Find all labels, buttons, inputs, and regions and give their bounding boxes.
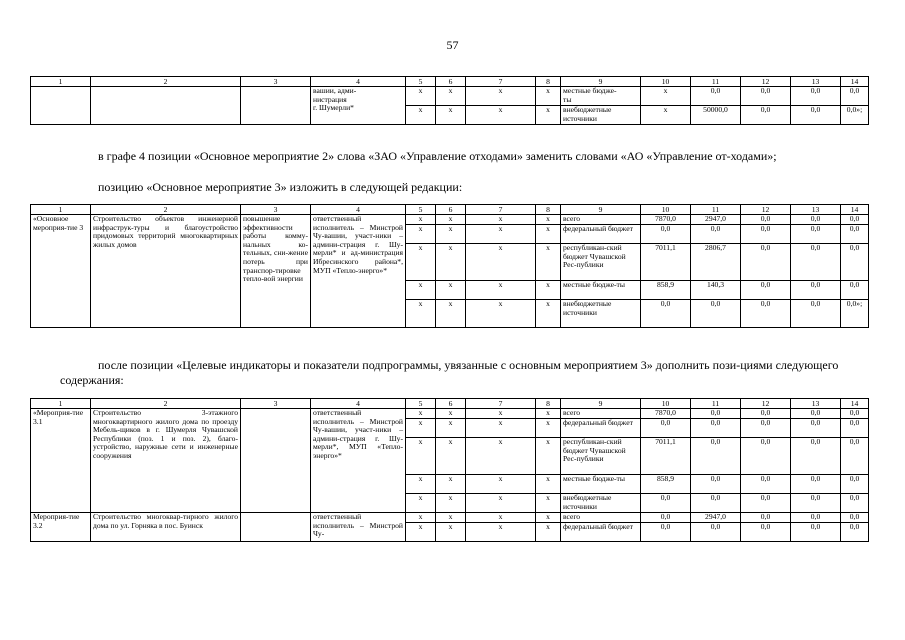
cell: 0,0 (741, 215, 791, 225)
cell-source: всего (561, 409, 641, 419)
table-row (31, 513, 869, 523)
column-number-row (31, 77, 869, 87)
cell: x (466, 438, 536, 475)
col-num: 9 (561, 205, 641, 215)
cell: 858,9 (641, 281, 691, 300)
cell: x (436, 87, 466, 106)
cell: x (641, 87, 691, 106)
cell: x (406, 106, 436, 125)
table-measures-3-1-3-2 (30, 398, 869, 542)
cell: 7870,0 (641, 409, 691, 419)
cell-responsible: ответственный исполнитель – Минстрой Чу-вашии, участ-ники – админи-страция г. Шу-мерли* и ад-министрация Ибресинского района*, МУП «Тепло-энерго»* (311, 215, 406, 328)
cell-source: местные бюдже- ты (561, 87, 641, 106)
cell: 0,0 (841, 87, 869, 106)
col-num: 2 (91, 399, 241, 409)
cell: 0,0 (791, 300, 841, 328)
cell: x (436, 494, 466, 513)
cell: x (536, 281, 561, 300)
col-num: 9 (561, 399, 641, 409)
cell: x (466, 106, 536, 125)
cell: 0,0 (741, 513, 791, 523)
cell: 0,0 (641, 523, 691, 542)
column-number-row (31, 205, 869, 215)
col-num: 13 (791, 399, 841, 409)
cell: 0,0 (791, 87, 841, 106)
cell: x (466, 419, 536, 438)
cell: 0,0 (791, 281, 841, 300)
cell: x (406, 281, 436, 300)
paragraph-amend-1: в графе 4 позиции «Основное мероприятие 2» слова «ЗАО «Управление отходами» заменить словами «АО «Управление от-ходами»; (98, 149, 777, 163)
cell: 0,0 (741, 87, 791, 106)
cell: 0,0 (641, 494, 691, 513)
cell: x (406, 475, 436, 494)
col-num: 13 (791, 205, 841, 215)
cell: x (466, 244, 536, 281)
cell: 2947,0 (691, 215, 741, 225)
cell: 0,0 (841, 409, 869, 419)
cell: 0,0 (741, 475, 791, 494)
col-num: 7 (466, 399, 536, 409)
cell: x (466, 513, 536, 523)
cell: 0,0 (691, 523, 741, 542)
cell: x (436, 244, 466, 281)
cell: 0,0 (791, 244, 841, 281)
cell: x (466, 225, 536, 244)
cell-measure-goal (241, 409, 311, 513)
cell-responsible (311, 87, 406, 125)
cell: 0,0 (791, 513, 841, 523)
cell-source: федеральный бюджет (561, 225, 641, 244)
cell: 0,0 (741, 106, 791, 125)
cell: x (536, 513, 561, 523)
cell-responsible: ответственный исполнитель – Минстрой Чу- (311, 513, 406, 542)
cell: 0,0»; (841, 300, 869, 328)
cell: 0,0 (641, 225, 691, 244)
col-num: 4 (311, 77, 406, 87)
table-continuation (30, 76, 869, 125)
col-num: 6 (436, 205, 466, 215)
paragraph-amend-2: позицию «Основное мероприятие 3» изложить в следующей редакции: (98, 180, 463, 194)
cell: 0,0 (791, 409, 841, 419)
cell: x (406, 513, 436, 523)
cell-measure-description: Строительство многоквар-тирного жилого дома по ул. Горняка в пос. Буинск (91, 513, 241, 542)
paragraph-amend-3: после позиции «Целевые индикаторы и показатели подпрограммы, увязанные с основным мероприятием 3» дополнить пози-циями следующего содержания: (60, 358, 839, 387)
responsible-line: нистрация (313, 94, 347, 104)
cell: 0,0 (691, 494, 741, 513)
cell: x (436, 438, 466, 475)
cell: 50000,0 (691, 106, 741, 125)
cell-responsible: ответственный исполнитель – Минстрой Чу-вашии, участ-ники – админи-страция г. Шу-мерли*, МУП «Тепло-энерго»* (311, 409, 406, 513)
cell: x (536, 225, 561, 244)
cell: 0,0 (741, 300, 791, 328)
responsible-line: вашии, адми- (313, 86, 357, 95)
cell-source: федеральный бюджет (561, 419, 641, 438)
cell: 0,0 (791, 494, 841, 513)
col-num: 7 (466, 77, 536, 87)
cell-measure-description: Строительство объектов инженерной инфраструк-туры и благоустройство придомовых территорий многоквартирных жилых домов (91, 215, 241, 328)
cell: 0,0 (741, 494, 791, 513)
cell: 0,0 (641, 419, 691, 438)
cell: 0,0 (841, 523, 869, 542)
col-num: 5 (406, 399, 436, 409)
col-num: 5 (406, 77, 436, 87)
cell-source: федеральный бюджет (561, 523, 641, 542)
cell: 7011,1 (641, 244, 691, 281)
cell: x (466, 300, 536, 328)
cell: 0,0 (791, 438, 841, 475)
cell: x (436, 281, 466, 300)
col-num: 1 (31, 77, 91, 87)
cell: x (406, 494, 436, 513)
table-measure-3 (30, 204, 869, 328)
cell: 0,0 (691, 475, 741, 494)
cell-col1 (31, 87, 91, 125)
cell: 0,0 (641, 300, 691, 328)
cell: 0,0 (791, 106, 841, 125)
cell-measure-name: Мероприя-тие 3.2 (31, 513, 91, 542)
cell: 858,9 (641, 475, 691, 494)
cell: 0,0 (641, 513, 691, 523)
col-num: 8 (536, 77, 561, 87)
table-row (31, 87, 869, 106)
cell-measure-name: «Основное мероприя-тие 3 (31, 215, 91, 328)
col-num: 11 (691, 77, 741, 87)
cell: 0,0 (741, 523, 791, 542)
col-num: 1 (31, 399, 91, 409)
col-num: 11 (691, 399, 741, 409)
cell: 0,0 (741, 225, 791, 244)
cell: x (536, 419, 561, 438)
cell: x (536, 475, 561, 494)
cell-source: всего (561, 513, 641, 523)
cell: 2947,0 (691, 513, 741, 523)
cell: x (466, 409, 536, 419)
cell-measure-name: «Мероприя-тие 3.1 (31, 409, 91, 513)
col-num: 14 (841, 205, 869, 215)
cell-source: республикан-ский бюджет Чувашской Рес-публики (561, 244, 641, 281)
cell: x (536, 494, 561, 513)
cell-measure-description: Строительство 3-этажного многоквартирного жилого дома по проезду Мебель-щиков в г. Шумерля Чувашской Республики (поз. 1 и поз. 2), благо-устройство, наружные сети и инженерные сооружения (91, 409, 241, 513)
col-num: 12 (741, 205, 791, 215)
cell: 140,3 (691, 281, 741, 300)
col-num: 6 (436, 77, 466, 87)
cell: 0,0 (791, 225, 841, 244)
col-num: 9 (561, 77, 641, 87)
cell: 0,0 (841, 475, 869, 494)
cell: x (406, 87, 436, 106)
cell: 0,0 (841, 494, 869, 513)
cell: 0,0 (791, 419, 841, 438)
cell: x (436, 419, 466, 438)
cell: x (536, 244, 561, 281)
cell: x (436, 300, 466, 328)
cell: x (536, 300, 561, 328)
cell: 0,0 (691, 87, 741, 106)
cell-col2 (91, 87, 241, 125)
cell-source: местные бюдже-ты (561, 475, 641, 494)
col-num: 11 (691, 205, 741, 215)
col-num: 14 (841, 77, 869, 87)
cell: x (436, 475, 466, 494)
cell: x (536, 215, 561, 225)
cell: x (406, 438, 436, 475)
cell: 0,0 (741, 244, 791, 281)
col-num: 10 (641, 399, 691, 409)
cell: 2806,7 (691, 244, 741, 281)
cell: 0,0 (841, 244, 869, 281)
col-num: 3 (241, 399, 311, 409)
col-num: 12 (741, 77, 791, 87)
col-num: 7 (466, 205, 536, 215)
cell: x (436, 409, 466, 419)
col-num: 4 (311, 399, 406, 409)
cell-measure-goal: повышение эффективности работы комму-нальных ко-тельных, сни-жение потерь при транспор-тировке тепло-вой энергии (241, 215, 311, 328)
cell: x (466, 494, 536, 513)
cell: 0,0 (691, 419, 741, 438)
cell: 0,0 (841, 419, 869, 438)
cell-source: местные бюдже-ты (561, 281, 641, 300)
cell: x (536, 523, 561, 542)
table-row (31, 409, 869, 419)
cell: 0,0»; (841, 106, 869, 125)
cell-source: республикан-ский бюджет Чувашской Рес-публики (561, 438, 641, 475)
cell: 7011,1 (641, 438, 691, 475)
cell: x (406, 419, 436, 438)
cell: 0,0 (841, 281, 869, 300)
cell: 0,0 (841, 513, 869, 523)
cell: 0,0 (841, 438, 869, 475)
cell: 0,0 (691, 409, 741, 419)
col-num: 5 (406, 205, 436, 215)
table-row (31, 215, 869, 225)
cell: x (466, 523, 536, 542)
cell-source: внебюджетные источники (561, 300, 641, 328)
cell: x (536, 438, 561, 475)
cell: 0,0 (791, 215, 841, 225)
cell: x (436, 215, 466, 225)
col-num: 10 (641, 205, 691, 215)
cell: 0,0 (691, 225, 741, 244)
cell: 0,0 (741, 409, 791, 419)
cell: x (536, 87, 561, 106)
cell: x (436, 523, 466, 542)
col-num: 8 (536, 399, 561, 409)
cell: 7870,0 (641, 215, 691, 225)
cell: x (406, 215, 436, 225)
cell-source: внебюджетные источники (561, 106, 641, 125)
cell: 0,0 (741, 419, 791, 438)
cell-source: внебюджетные источники (561, 494, 641, 513)
cell: x (436, 513, 466, 523)
cell: x (406, 300, 436, 328)
col-num: 13 (791, 77, 841, 87)
col-num: 3 (241, 77, 311, 87)
cell: 0,0 (691, 300, 741, 328)
cell: x (641, 106, 691, 125)
cell: x (466, 87, 536, 106)
cell: x (536, 106, 561, 125)
cell: 0,0 (741, 281, 791, 300)
responsible-line: г. Шумерли* (313, 103, 354, 113)
cell: x (406, 523, 436, 542)
cell: 0,0 (841, 225, 869, 244)
cell: x (466, 215, 536, 225)
col-num: 1 (31, 205, 91, 215)
col-num: 12 (741, 399, 791, 409)
col-num: 2 (91, 77, 241, 87)
col-num: 6 (436, 399, 466, 409)
cell: 0,0 (791, 523, 841, 542)
col-num: 2 (91, 205, 241, 215)
cell: x (536, 409, 561, 419)
cell: x (466, 475, 536, 494)
cell-measure-goal (241, 513, 311, 542)
column-number-row (31, 399, 869, 409)
cell: x (466, 281, 536, 300)
cell-col3 (241, 87, 311, 125)
cell: 0,0 (741, 438, 791, 475)
col-num: 8 (536, 205, 561, 215)
cell-source: всего (561, 215, 641, 225)
cell: 0,0 (691, 438, 741, 475)
page-number: 57 (446, 38, 459, 52)
cell: x (406, 244, 436, 281)
col-num: 10 (641, 77, 691, 87)
cell: x (406, 409, 436, 419)
cell: 0,0 (791, 475, 841, 494)
cell: x (436, 106, 466, 125)
cell: x (436, 225, 466, 244)
col-num: 4 (311, 205, 406, 215)
col-num: 3 (241, 205, 311, 215)
cell: x (406, 225, 436, 244)
col-num: 14 (841, 399, 869, 409)
cell: 0,0 (841, 215, 869, 225)
